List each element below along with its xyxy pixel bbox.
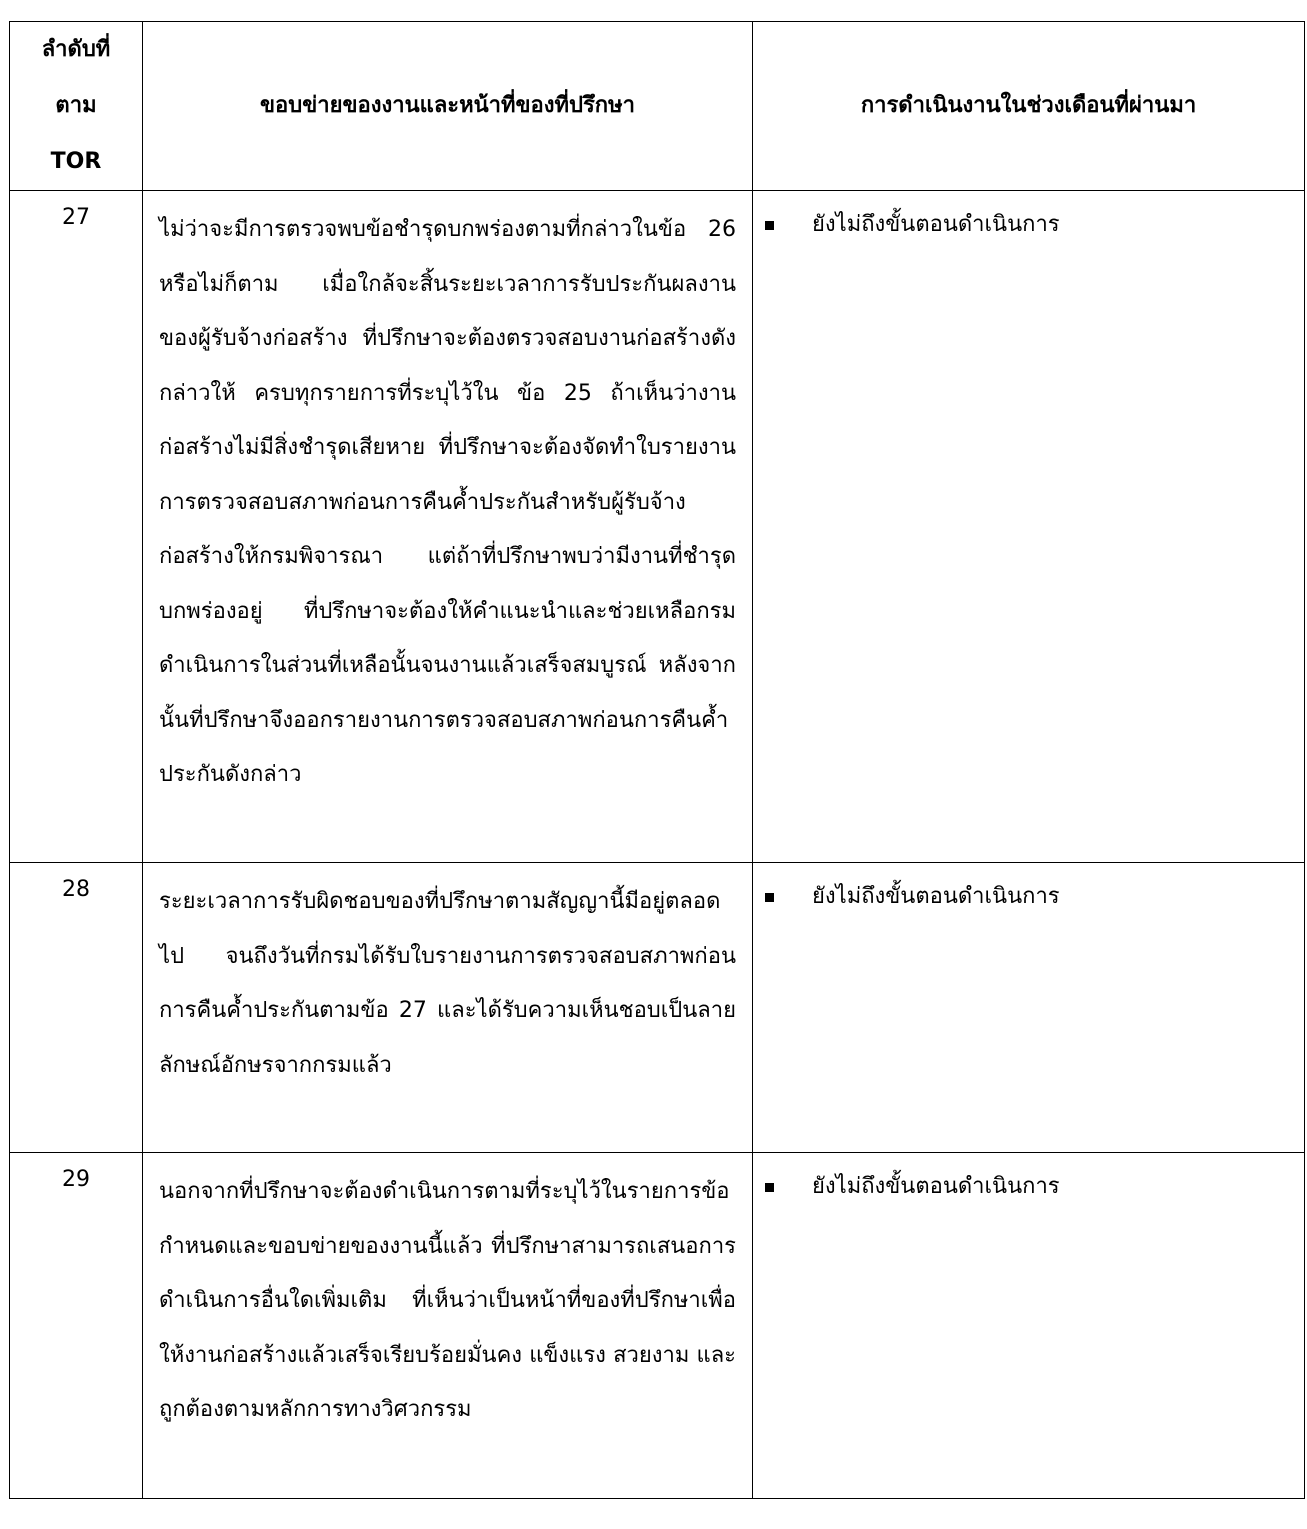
table-row <box>10 863 1305 1153</box>
tor-table <box>9 21 1305 1499</box>
status-list-item <box>765 875 1304 919</box>
row-description: ระยะเวลาการรับผิดชอบของที่ปรึกษาตามสัญญานี้มีอยู่ตลอดไป จนถึงวันที่กรมได้รับใบรายงานการตรวจสอบสภาพก่อนการคืนค้ำประกันตามข้อ 27 และได้รับความเห็นชอบเป็นลายลักษณ์อักษรจากกรมแล้ว <box>143 863 753 1153</box>
row-description: ไม่ว่าจะมีการตรวจพบข้อชำรุดบกพร่องตามที่กล่าวในข้อ 26 หรือไม่ก็ตาม เมื่อใกล้จะสิ้นระยะเวลาการรับประกันผลงานของผู้รับจ้างก่อสร้าง ที่ปรึกษาจะต้องตรวจสอบงานก่อสร้างดังกล่าวให้ ครบทุกรายการที่ระบุไว้ใน ข้อ 25 ถ้าเห็นว่างานก่อสร้างไม่มีสิ่งชำรุดเสียหาย ที่ปรึกษาจะต้องจัดทำใบรายงานการตรวจสอบสภาพก่อนการคืนค้ำประกันสำหรับผู้รับจ้างก่อสร้างให้กรมพิจารณา แต่ถ้าที่ปรึกษาพบว่ามีงานที่ชำรุดบกพร่องอยู่ ที่ปรึกษาจะต้องให้คำแนะนำและช่วยเหลือกรมดำเนินการในส่วนที่เหลือนั้นจนงานแล้วเสร็จสมบูรณ์ หลังจากนั้นที่ปรึกษาจึงออกรายงานการตรวจสอบสภาพก่อนการคืนค้ำประกันดังกล่าว <box>143 191 753 863</box>
status-text: ยังไม่ถึงขั้นตอนดำเนินการ <box>812 1174 1060 1199</box>
status-list-item <box>765 1165 1304 1209</box>
status-list-item <box>765 203 1304 247</box>
row-status <box>753 191 1305 863</box>
table-row <box>10 191 1305 863</box>
square-bullet-icon <box>765 1183 774 1192</box>
header-item-number-line: ตาม <box>55 93 97 118</box>
row-number: 27 <box>10 191 143 863</box>
square-bullet-icon <box>765 221 774 230</box>
row-number: 29 <box>10 1153 143 1499</box>
row-status <box>753 1153 1305 1499</box>
row-status <box>753 863 1305 1153</box>
table-header-row <box>10 22 1305 191</box>
row-description: นอกจากที่ปรึกษาจะต้องดำเนินการตามที่ระบุไว้ในรายการข้อกำหนดและขอบข่ายของงานนี้แล้ว ที่ปรึกษาสามารถเสนอการดำเนินการอื่นใดเพิ่มเติม ที่เห็นว่าเป็นหน้าที่ของที่ปรึกษาเพื่อให้งานก่อสร้างแล้วเสร็จเรียบร้อยมั่นคง แข็งแรง สวยงาม และถูกต้องตามหลักการทางวิศวกรรม <box>143 1153 753 1499</box>
row-number: 28 <box>10 863 143 1153</box>
header-scope: ขอบข่ายของงานและหน้าที่ของที่ปรึกษา <box>143 22 753 191</box>
status-text: ยังไม่ถึงขั้นตอนดำเนินการ <box>812 212 1060 237</box>
status-text: ยังไม่ถึงขั้นตอนดำเนินการ <box>812 884 1060 909</box>
header-progress: การดำเนินงานในช่วงเดือนที่ผ่านมา <box>753 22 1305 191</box>
square-bullet-icon <box>765 893 774 902</box>
header-item-number-line: TOR <box>50 149 102 174</box>
table-row <box>10 1153 1305 1499</box>
header-item-number <box>10 22 143 191</box>
header-item-number-line: ลำดับที่ <box>41 37 111 62</box>
